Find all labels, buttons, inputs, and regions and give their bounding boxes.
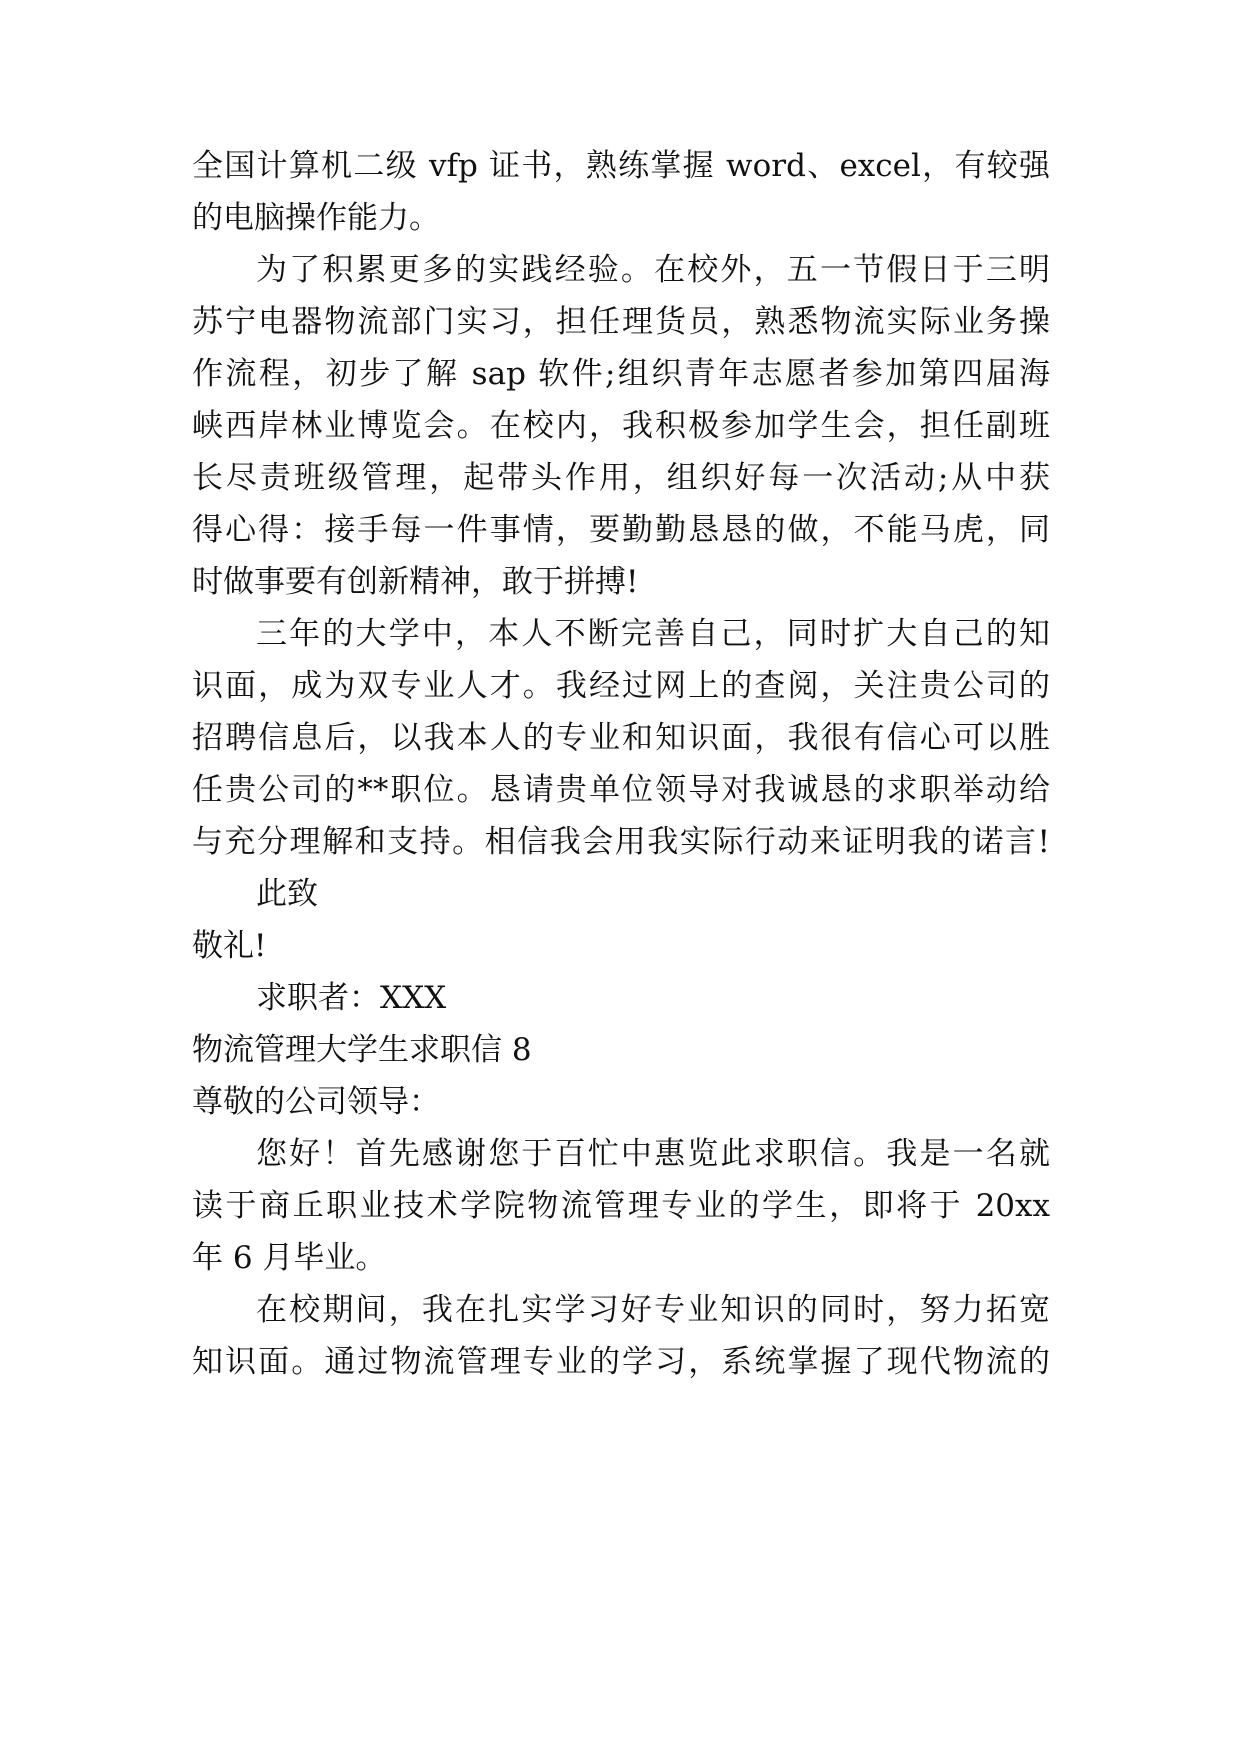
signature-line: 求职者：XXX [256,980,447,1016]
text-line: 全国计算机二级 vfp 证书，熟练掌握 word、excel，有较强 [192,148,1050,184]
text-line: 年 6 月毕业。 [192,1240,387,1276]
letter-greeting: 尊敬的公司领导： [192,1084,440,1120]
paragraph-first-line: 在校期间，我在扎实学习好专业知识的同时，努力拓宽 [256,1292,1050,1328]
text-line: 得心得：接手每一件事情，要勤勤恳恳的做，不能马虎，同 [192,512,1050,548]
text-line: 的电脑操作能力。 [192,200,440,236]
closing-regards: 敬礼! [192,928,267,964]
paragraph-first-line: 三年的大学中，本人不断完善自己，同时扩大自己的知 [256,616,1050,652]
text-line: 时做事要有创新精神，敢于拼搏! [192,564,639,600]
text-line: 读于商丘职业技术学院物流管理专业的学生，即将于 20xx [192,1188,1050,1224]
text-line: 任贵公司的**职位。恳请贵单位领导对我诚恳的求职举动给 [192,772,1050,808]
text-line: 招聘信息后，以我本人的专业和知识面，我很有信心可以胜 [192,720,1050,756]
text-line: 知识面。通过物流管理专业的学习，系统掌握了现代物流的 [192,1344,1050,1380]
text-line: 与充分理解和支持。相信我会用我实际行动来证明我的诺言! [192,824,1050,860]
text-line: 长尽责班级管理，起带头作用，组织好每一次活动;从中获 [192,460,1050,496]
text-line: 作流程，初步了解 sap 软件;组织青年志愿者参加第四届海 [192,356,1050,392]
text-line: 峡西岸林业博览会。在校内，我积极参加学生会，担任副班 [192,408,1050,444]
paragraph-first-line: 为了积累更多的实践经验。在校外，五一节假日于三明 [256,252,1050,288]
section-heading: 物流管理大学生求职信 8 [192,1032,532,1068]
text-line: 识面，成为双专业人才。我经过网上的查阅，关注贵公司的 [192,668,1050,704]
text-line: 苏宁电器物流部门实习，担任理货员，熟悉物流实际业务操 [192,304,1050,340]
closing-salutation: 此致 [256,876,318,912]
paragraph-first-line: 您好！首先感谢您于百忙中惠览此求职信。我是一名就 [256,1136,1050,1172]
